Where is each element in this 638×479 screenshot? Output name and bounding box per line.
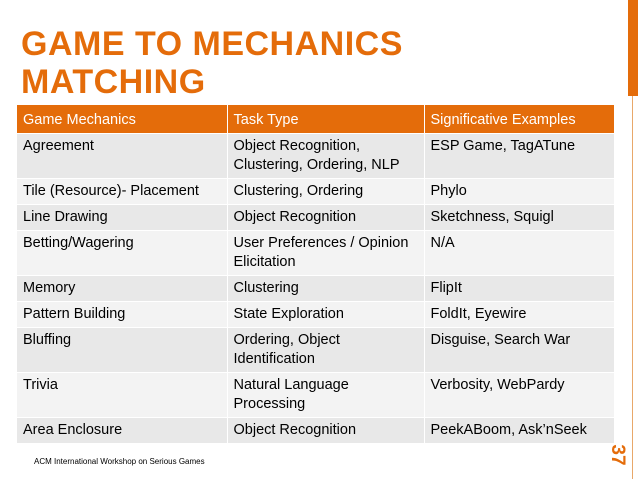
cell-mechanic: Trivia [17,373,227,418]
cell-mechanic: Memory [17,276,227,302]
table-row [17,418,614,444]
header-task-type: Task Type [227,105,424,134]
cell-mechanic: Area Enclosure [17,418,227,444]
side-rule [632,96,633,479]
cell-mechanic: Tile (Resource)- Placement [17,179,227,205]
cell-task-type: State Exploration [227,302,424,328]
slide-title: GAME TO MECHANICS MATCHING [21,25,403,101]
table-header-row [17,105,614,134]
cell-examples: N/A [424,231,614,276]
table-row [17,205,614,231]
footer-text: ACM International Workshop on Serious Games [34,457,205,466]
cell-mechanic: Pattern Building [17,302,227,328]
mechanics-table [17,105,614,443]
cell-examples: PeekABoom, Ask’nSeek [424,418,614,444]
cell-mechanic: Line Drawing [17,205,227,231]
table-row [17,276,614,302]
cell-task-type: Object Recognition [227,205,424,231]
cell-task-type: Object Recognition, Clustering, Ordering, NLP [227,134,424,179]
table-row [17,328,614,373]
page-number: 37 [607,444,628,466]
header-significative-examples: Significative Examples [424,105,614,134]
cell-examples: Verbosity, WebPardy [424,373,614,418]
cell-task-type: Ordering, Object Identification [227,328,424,373]
cell-task-type: Clustering, Ordering [227,179,424,205]
table-row [17,179,614,205]
accent-bar [628,0,638,96]
cell-task-type: Natural Language Processing [227,373,424,418]
header-game-mechanics: Game Mechanics [17,105,227,134]
cell-examples: FoldIt, Eyewire [424,302,614,328]
cell-examples: Disguise, Search War [424,328,614,373]
cell-task-type: User Preferences / Opinion Elicitation [227,231,424,276]
cell-mechanic: Agreement [17,134,227,179]
cell-examples: Sketchness, Squigl [424,205,614,231]
cell-task-type: Object Recognition [227,418,424,444]
table-row [17,373,614,418]
table-row [17,134,614,179]
cell-mechanic: Betting/Wagering [17,231,227,276]
cell-examples: FlipIt [424,276,614,302]
cell-examples: Phylo [424,179,614,205]
cell-task-type: Clustering [227,276,424,302]
cell-examples: ESP Game, TagATune [424,134,614,179]
table-row [17,302,614,328]
cell-mechanic: Bluffing [17,328,227,373]
table-row [17,231,614,276]
